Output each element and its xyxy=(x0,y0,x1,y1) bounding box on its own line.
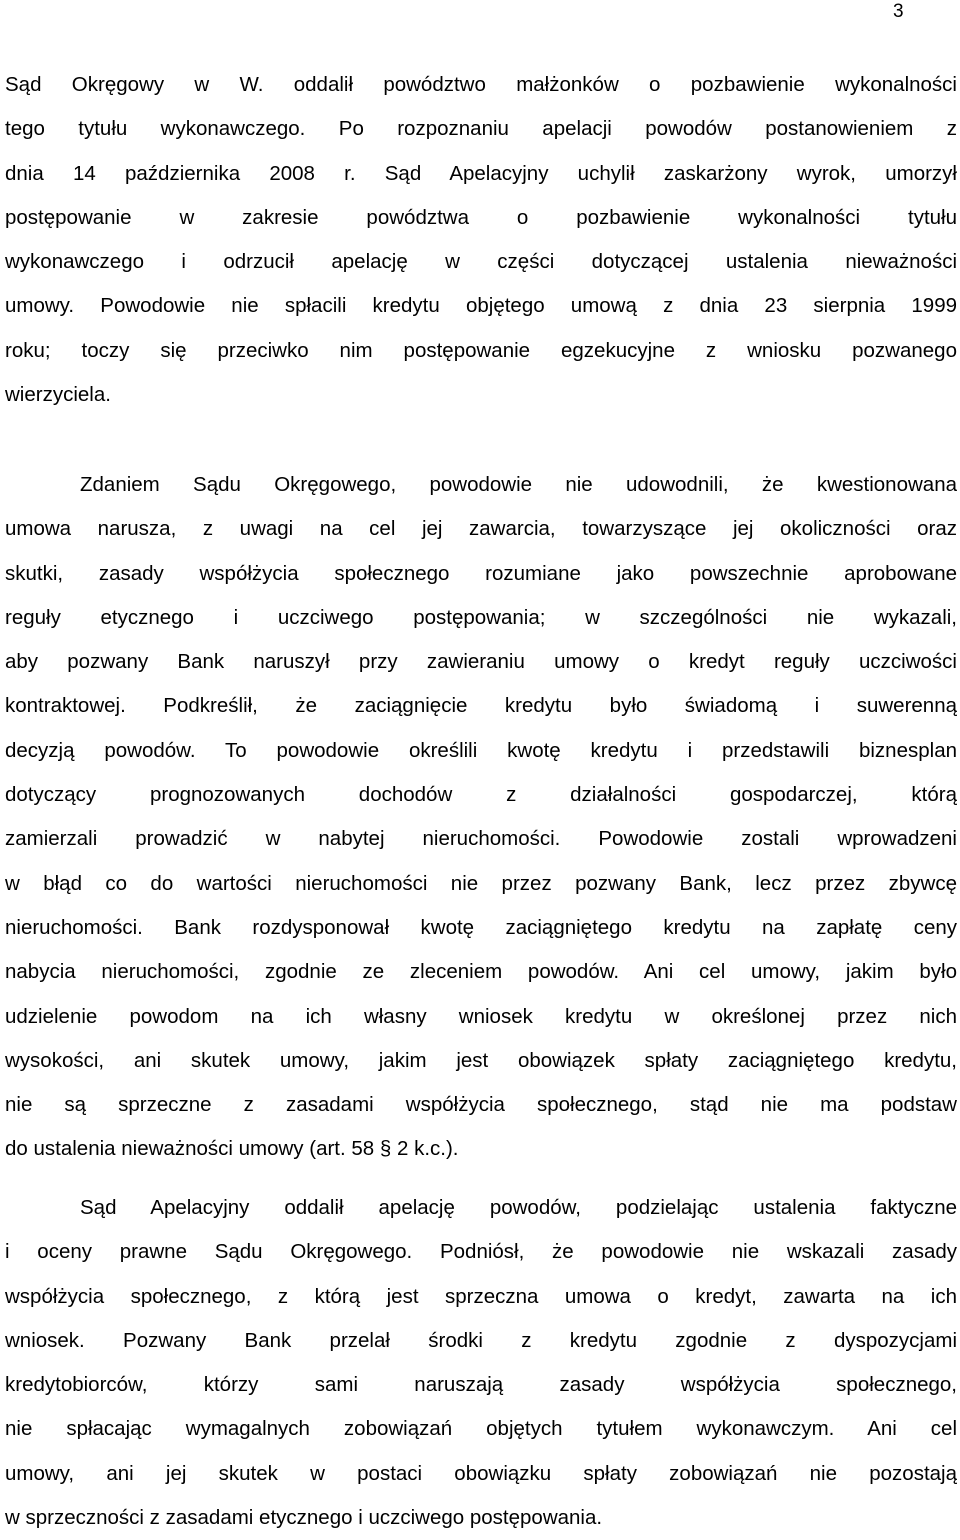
text-line: umowy, ani jej skutek w postaci obowiązku spłaty zobowiązań nie pozostają xyxy=(5,1461,957,1485)
page-number: 3 xyxy=(893,1,904,22)
text-line: wierzyciela. xyxy=(5,383,111,407)
text-line: i oceny prawne Sądu Okręgowego. Podniósł, że powodowie nie wskazali zasady xyxy=(5,1240,957,1264)
text-line: aby pozwany Bank naruszył przy zawieraniu umowy o kredyt reguły uczciwości xyxy=(5,650,957,674)
text-line: roku; toczy się przeciwko nim postępowanie egzekucyjne z wniosku pozwanego xyxy=(5,338,957,362)
text-line: dotyczący prognozowanych dochodów z działalności gospodarczej, którą xyxy=(5,783,957,807)
paragraph-3 xyxy=(5,1186,957,1540)
text-line: dnia 14 października 2008 r. Sąd Apelacyjny uchylił zaskarżony wyrok, umorzył xyxy=(5,161,957,185)
text-line: tego tytułu wykonawczego. Po rozpoznaniu apelacji powodów postanowieniem z xyxy=(5,117,957,141)
text-line: wykonawczego i odrzucił apelację w części dotyczącej ustalenia nieważności xyxy=(5,250,957,274)
text-line: umowy. Powodowie nie spłacili kredytu objętego umową z dnia 23 sierpnia 1999 xyxy=(5,294,957,318)
text-line: Sąd Apelacyjny oddalił apelację powodów, podzielając ustalenia faktyczne xyxy=(80,1196,957,1219)
text-line: wysokości, ani skutek umowy, jakim jest obowiązek spłaty zaciągniętego kredytu, xyxy=(5,1048,957,1072)
text-line: nieruchomości. Bank rozdysponował kwotę zaciągniętego kredytu na zapłatę ceny xyxy=(5,915,957,939)
text-line: w sprzeczności z zasadami etycznego i uczciwego postępowania. xyxy=(5,1506,603,1530)
text-line: w błąd co do wartości nieruchomości nie przez pozwany Bank, lecz przez zbywcę xyxy=(5,871,957,895)
paragraph-1 xyxy=(5,63,957,417)
text-line: reguły etycznego i uczciwego postępowania; w szczególności nie wykazali, xyxy=(5,605,957,629)
text-line: do ustalenia nieważności umowy (art. 58 § 2 k.c.). xyxy=(5,1137,459,1161)
text-line: wniosek. Pozwany Bank przelał środki z kredytu zgodnie z dyspozycjami xyxy=(5,1328,957,1352)
paragraph-2 xyxy=(5,463,957,1172)
text-line: umowa narusza, z uwagi na cel jej zawarcia, towarzyszące jej okoliczności oraz xyxy=(5,517,957,541)
text-line: kontraktowej. Podkreślił, że zaciągnięcie kredytu było świadomą i suwerenną xyxy=(5,694,957,718)
text-line: skutki, zasady współżycia społecznego rozumiane jako powszechnie aprobowane xyxy=(5,561,957,585)
text-line: zamierzali prowadzić w nabytej nieruchomości. Powodowie zostali wprowadzeni xyxy=(5,827,957,851)
text-line: kredytobiorców, którzy sami naruszają zasady współżycia społecznego, xyxy=(5,1373,957,1397)
text-line: postępowanie w zakresie powództwa o pozbawienie wykonalności tytułu xyxy=(5,205,957,229)
text-line: Sąd Okręgowy w W. oddalił powództwo małżonków o pozbawienie wykonalności xyxy=(5,73,957,96)
text-line: nabycia nieruchomości, zgodnie ze zleceniem powodów. Ani cel umowy, jakim było xyxy=(5,960,957,984)
text-line: nie spłacając wymagalnych zobowiązań objętych tytułem wykonawczym. Ani cel xyxy=(5,1417,957,1441)
text-line: nie są sprzeczne z zasadami współżycia społecznego, stąd nie ma podstaw xyxy=(5,1093,957,1117)
text-line: współżycia społecznego, z którą jest sprzeczna umowa o kredyt, zawarta na ich xyxy=(5,1284,957,1308)
text-line: udzielenie powodom na ich własny wniosek kredytu w określonej przez nich xyxy=(5,1004,957,1028)
text-line: decyzją powodów. To powodowie określili kwotę kredytu i przedstawili biznesplan xyxy=(5,738,957,762)
text-line: Zdaniem Sądu Okręgowego, powodowie nie udowodnili, że kwestionowana xyxy=(80,473,957,496)
